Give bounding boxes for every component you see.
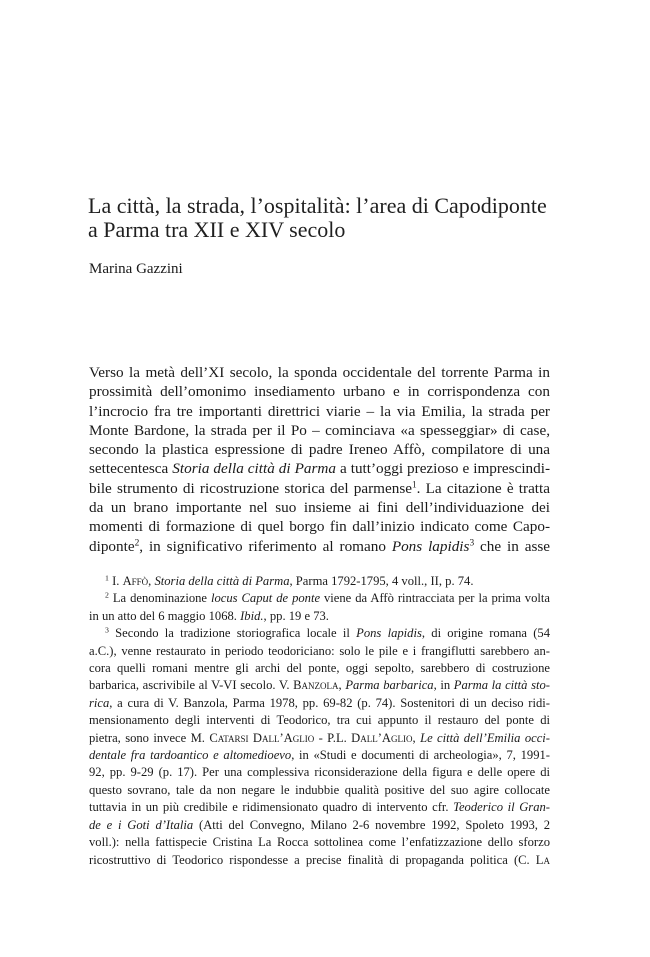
book-title: rica [89,695,110,710]
footnote-ref[interactable]: 1 [411,480,417,491]
latin-term: locus Caput de ponte [210,591,321,606]
text: ricostruttivo di Teodorico rispondesse a precise finalità di propaganda politica (C. [89,852,536,867]
book-title: dentale fra tardoantico e altomedioevo [89,748,292,763]
footnote-line: a.C.), venne restaurato in periodo teodoriciano: solo le pile e i frangiflutti sarebbero an- [89,643,550,658]
text: barbarica, ascrivibile al V-VI secolo. V. [89,678,294,693]
text: , in «Studi e documenti di archeologia», 7, 1991- [291,748,550,763]
book-title: Parma barbarica [345,678,434,693]
body-line: prossimità dell’omonimo insediamento urbano e in corrispondenza con [89,383,550,401]
footnote-line: mensionamento degli interventi di Teodorico, tra cui appunto il restauro del ponte di [89,713,550,728]
text: , pp. 19 e 73. [263,608,329,623]
footnote-ref[interactable]: 3 [469,538,475,549]
text: , in significativo riferimento al romano [139,537,392,555]
latin-term: Pons lapidis [356,626,422,641]
text: a tutt’oggi prezioso e imprescindi- [335,460,551,478]
footnote-line [89,677,550,694]
text: viene da Affò rintracciata per la prima volta [320,591,550,606]
text: in un atto del 6 maggio 1068. [89,608,241,623]
text: , in [433,678,454,693]
footnote-number: 2 [105,590,109,600]
footnote-line: voll.): nella fattispecie Cristina La Rocca sottolinea come l’enfatizzazione dello sforzo [89,835,550,850]
footnote-line [89,695,550,712]
footnote-3 [89,625,550,642]
author-name: Banzola [293,678,339,693]
title-line: La città, la strada, l’ospitalità: l’area di Capodiponte [88,193,547,218]
author-name: Affò [122,574,149,588]
author-name: Catarsi Dall’Aglio - P.L. Dall’Aglio [209,730,413,745]
text: , [338,678,346,693]
body-line: l’incrocio fra tre importanti direttrici viarie – la via Emilia, la strada per [89,402,550,420]
book-title: Teoderico il Gran- [453,800,550,815]
text: diponte [89,537,135,555]
latin-term: Pons lapidis [391,537,470,555]
text: Secondo la tradizione storiografica locale il [115,626,357,641]
body-line: Monte Bardone, la strada per il Po – cominciava «a spesseggiar» di case, [89,421,550,439]
footnote-line: cora quelli romani mentre gli archi del ponte, oggi sepolto, sarebbero di costruzione [89,661,550,676]
text: che in asse [474,537,550,555]
footnote-number: 1 [105,573,109,583]
text: . La citazione è tratta [416,479,550,497]
footnote-line [89,730,550,747]
text: (Atti del Convegno, Milano 2-6 novembre 1992, Spoleto 1993, 2 [193,817,550,832]
author-name: Marina Gazzini [89,261,183,277]
book-title: Le città dell’Emilia occi- [420,730,550,745]
footnote-line [89,799,550,816]
text: I. [112,574,123,588]
title-line: a Parma tra XII e XIV secolo [88,217,346,242]
text: , Parma 1792-1795, 4 voll., II, p. 74. [289,574,474,588]
text: , di origine romana (54 [421,626,551,641]
text: settecentesca [89,460,173,478]
body-line [89,479,550,498]
footnote-line [89,747,550,764]
body-line [89,459,550,478]
body-line [89,537,550,556]
footnote-line: questo sovrano, tale da non negare le indubbie qualità positive del suo agire collocate [89,782,550,797]
article-title [88,194,568,242]
book-title: de e i Goti d’Italia [89,817,194,832]
footnotes [89,573,550,869]
footnote-ref[interactable]: 2 [134,538,140,549]
author-name: La [535,852,550,867]
text: tuttavia in un più credibile e ridimensionato quadro di intervento cfr. [89,800,454,815]
text: , [148,574,155,588]
text: La denominazione [112,591,211,606]
footnote-1 [89,573,550,590]
book-title: Storia della città di Parma [154,574,290,588]
footnote-number: 3 [105,625,109,635]
book-title: Storia della città di Parma [172,460,336,478]
footnote-line [89,817,550,834]
text: , [412,730,421,745]
body-paragraph [89,363,550,556]
book-title: Parma la città sto- [453,678,550,693]
text: pietra, sono invece M. [89,730,210,745]
text: , a cura di V. Banzola, Parma 1978, pp. 69-82 (p. 74). Sostenitori di un deciso ridi- [109,695,550,710]
body-line: da un brano importante nel suo insieme ai fini dell’individuazione dei [89,499,550,517]
footnote-line [89,852,550,869]
ibid: Ibid. [240,608,264,623]
body-line: secondo la plastica espressione di padre Ireneo Affò, compilatore di una [89,441,550,459]
body-line: momenti di formazione di quel borgo fin dall’inizio indicato come Capo- [89,518,550,536]
footnote-2 [89,590,550,607]
footnote-line: 92, pp. 9-29 (p. 17). Per una complessiva riconsiderazione della figura e delle opere di [89,765,550,780]
footnote-line [89,608,550,625]
body-line: Verso la metà dell’XI secolo, la sponda occidentale del torrente Parma in [89,364,550,381]
text: bile strumento di ricostruzione storica del parmense [89,479,412,497]
